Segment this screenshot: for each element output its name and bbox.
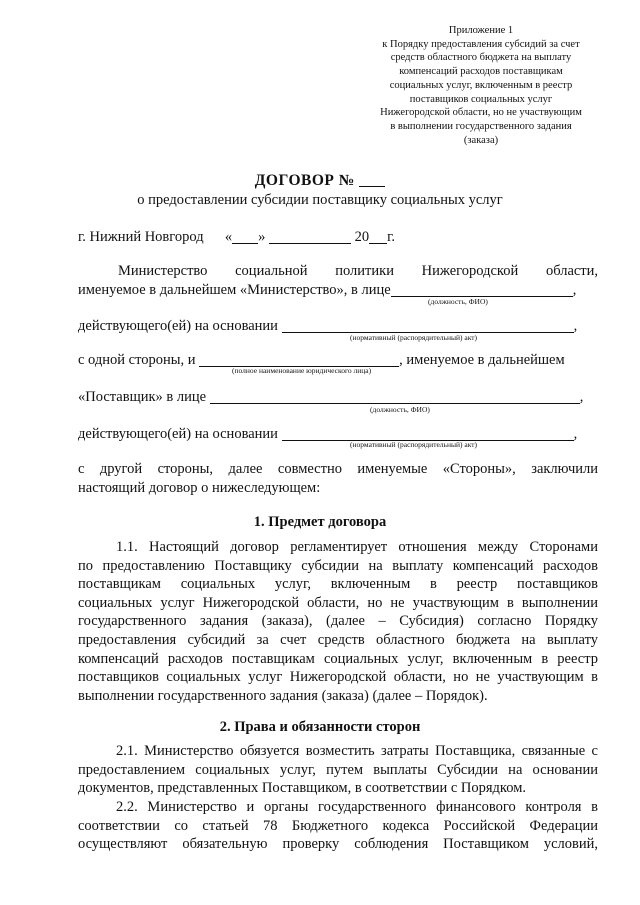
parties-line-3	[78, 317, 598, 335]
city-name: г. Нижний Новгород	[78, 229, 204, 245]
paragraph-line: выполнении государственного задания (заказа) (далее – Порядок).	[78, 687, 488, 704]
paragraph-line: социальных услуг Нижегородской области, но не участвующим в выполнении	[78, 594, 598, 611]
word: социальной	[235, 263, 308, 279]
paragraph-line: государственного задания (заказа), (далее – Субсидия) согласно Порядку	[78, 613, 598, 630]
word: политики	[335, 263, 394, 279]
word: области,	[545, 263, 599, 279]
hint-act-2: (нормативный (распорядительный) акт)	[350, 440, 478, 449]
paragraph-line: 2.1. Министерство обязуется возместить затраты Поставщика, связанные с	[116, 743, 598, 759]
year-suffix: г.	[387, 229, 396, 245]
hereinafter-text: , именуемое в дальнейшем	[399, 352, 565, 368]
quote-open: «	[224, 229, 233, 245]
parties-line-7: с другой стороны, далее совместно именуемые «Стороны», заключили	[78, 461, 598, 477]
comma: ,	[579, 389, 584, 405]
hint-position: (должность, ФИО)	[428, 297, 488, 306]
annex-line: компенсаций расходов поставщикам	[399, 66, 563, 78]
comma: ,	[573, 426, 578, 442]
ministry-basis-blank	[282, 318, 574, 333]
annex-line: социальных услуг, включенным в реестр	[389, 79, 573, 91]
annex-line: Приложение 1	[448, 25, 514, 36]
annex-line: к Порядку предоставления субсидий за счет	[382, 38, 580, 50]
contract-subtitle: о предоставлении субсидии поставщику социальных услуг	[137, 192, 503, 208]
month-blank	[269, 229, 351, 244]
parties-line-6	[78, 425, 598, 443]
paragraph-line: поставщиков социальных услуг Нижегородской области, но не участвующим в	[78, 669, 598, 686]
parties-line-1	[118, 262, 598, 280]
annex-line: Нижегородской области, но не участвующим	[380, 107, 582, 119]
acting-basis-text-2: действующего(ей) на основании	[78, 426, 278, 442]
section-2-heading: 2. Права и обязанности сторон	[219, 719, 421, 735]
paragraph-line: поставщикам социальных услуг, включенным в реестр поставщиков	[78, 576, 598, 593]
one-side-text: с одной стороны, и	[78, 352, 196, 368]
quote-close: »	[258, 229, 266, 245]
annex-line: в выполнении государственного задания	[390, 120, 572, 132]
contract-title-text: ДОГОВОР №	[254, 172, 355, 189]
ministry-in-person-text: именуемое в дальнейшем «Министерство», в лице	[78, 282, 391, 298]
annex-note	[350, 24, 612, 147]
comma: ,	[572, 282, 577, 298]
section-2-paragraph-1	[78, 742, 598, 798]
supplier-in-person-text: «Поставщик» в лице	[78, 389, 207, 405]
supplier-basis-blank	[282, 426, 574, 441]
day-blank	[232, 229, 258, 244]
parties-line-8: настоящий договор о нижеследующем:	[78, 480, 321, 496]
comma: ,	[573, 318, 578, 334]
hint-organization: (полное наименование юридического лица)	[232, 366, 372, 375]
acting-basis-text: действующего(ей) на основании	[78, 318, 278, 334]
city-date-line	[78, 228, 598, 246]
year-blank	[369, 229, 387, 244]
paragraph-line: компенсаций расходов поставщикам социальных услуг, включенным в реестр	[78, 650, 598, 667]
organization-name-blank	[199, 352, 399, 367]
ministry-representative-blank	[391, 282, 573, 297]
paragraph-line: осуществляют обязательную проверку соблюдения Поставщиком условий,	[78, 836, 598, 853]
section-1-paragraph	[78, 538, 598, 705]
paragraph-line: предоставлением социальных услуг, путем выплаты Субсидии на основании	[78, 761, 598, 778]
annex-line: поставщиков социальных услуг	[409, 93, 553, 105]
word: Нижегородской	[421, 263, 519, 279]
hint-position-2: (должность, ФИО)	[370, 405, 430, 414]
supplier-representative-blank	[210, 389, 580, 404]
word: Министерство	[118, 263, 208, 279]
paragraph-line: 1.1. Настоящий договор регламентирует отношения между Сторонами	[116, 539, 598, 555]
section-2-paragraph-2	[78, 798, 598, 854]
contract-number-blank	[359, 172, 385, 187]
paragraph-line: предоставления субсидий за счет средств областного бюджета на выплату	[78, 631, 598, 648]
paragraph-line: документов, представленных Поставщиком, в соответствии с Порядком.	[78, 780, 527, 797]
contract-title	[0, 172, 640, 190]
paragraph-line: по предоставлению Поставщику субсидии на выплату компенсаций расходов	[78, 557, 598, 574]
paragraph-line: соответствии со статьей 78 Бюджетного кодекса Российской Федерации	[78, 817, 598, 834]
annex-line: средств областного бюджета на выплату	[390, 52, 572, 64]
paragraph-line: 2.2. Министерство и органы государственного финансового контроля в	[116, 799, 598, 815]
hint-act: (нормативный (распорядительный) акт)	[350, 333, 478, 342]
parties-line-5	[78, 388, 598, 406]
parties-line-2	[78, 281, 598, 299]
year-prefix: 20	[354, 229, 370, 245]
section-1-heading: 1. Предмет договора	[253, 514, 387, 530]
annex-line: (заказа)	[463, 134, 499, 146]
